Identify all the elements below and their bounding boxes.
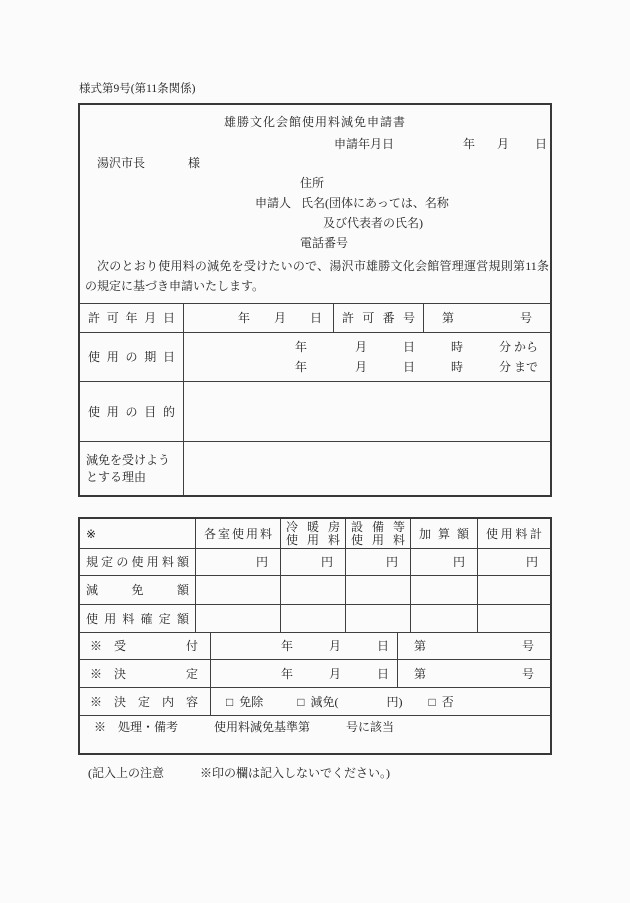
footer-note: (記入上の注意 ※印の欄は記入しないでください。) xyxy=(88,766,390,780)
application-date-month-label: 月 xyxy=(497,137,510,151)
reduction-amount-cell xyxy=(477,576,550,604)
honorific-label: 様 xyxy=(188,156,201,170)
standard-fee-row xyxy=(80,548,550,575)
col-header-room-fee: 各室使用料 xyxy=(195,519,280,548)
usage-purpose-label: 使用の目的 xyxy=(88,404,175,419)
application-date-day-label: 日 xyxy=(535,137,548,151)
decision-row xyxy=(80,659,550,687)
checkbox-icon: □ xyxy=(428,694,436,709)
applicant-label: 申請人 xyxy=(255,196,292,210)
final-fee-label-cell: 使用料確定額 xyxy=(86,611,189,626)
processing-remarks-cell: ※ 処理・備考 使用料減免基準第 号に該当 xyxy=(94,720,395,734)
number-prefix-label: 第 xyxy=(414,666,427,681)
application-date-label: 申請年月日 xyxy=(334,137,395,151)
name-label-line2: 及び代表者の氏名) xyxy=(323,216,423,230)
receipt-label-cell: ※ 受 付 xyxy=(90,639,199,653)
addressee-label: 湯沢市長 xyxy=(97,156,146,170)
application-body-text: 次のとおり使用料の減免を受けたいので、湯沢市雄勝文化会館管理運営規則第11条の規定に基づき申請いたします。 xyxy=(85,259,549,293)
col-header-equipment-fee: 設備等 使用料 xyxy=(345,519,410,548)
final-fee-cell xyxy=(280,605,345,632)
receipt-number-cell xyxy=(397,633,550,659)
option-denial: □ 否 xyxy=(428,694,454,709)
standard-fee-cell: 円 xyxy=(280,549,345,575)
option-exemption: □ 免除 xyxy=(226,694,264,709)
receipt-date-cell: 年 月 日 xyxy=(210,633,397,659)
usage-period-label-cell xyxy=(80,333,183,381)
usage-period-to: 年 月 日 時 分 まで xyxy=(294,360,538,374)
reduction-reason-row xyxy=(80,441,550,495)
number-prefix-label: 第 xyxy=(414,639,427,653)
reduction-reason-value-cell xyxy=(183,442,550,495)
permit-date-label-cell xyxy=(80,304,183,332)
permit-number-label-cell xyxy=(333,304,423,332)
final-fee-cell xyxy=(477,605,550,632)
permit-number-value-cell xyxy=(423,304,550,332)
permit-date-value-cell xyxy=(183,304,333,332)
decision-date-cell: 年 月 日 xyxy=(210,660,397,687)
col-header-total: 使用料計 xyxy=(477,519,550,548)
final-fee-row xyxy=(80,604,550,632)
reduction-amount-label-cell: 減免額 xyxy=(86,583,189,597)
number-suffix-label: 号 xyxy=(521,666,534,681)
usage-period-from: 年 月 日 時 分 から xyxy=(294,340,538,354)
standard-fee-label-cell: 規定の使用料額 xyxy=(86,555,189,569)
application-date-year-label: 年 xyxy=(463,137,476,151)
standard-fee-cell: 円 xyxy=(477,549,550,575)
reduction-amount-cell xyxy=(280,576,345,604)
permit-date-blank: 年 月 日 xyxy=(237,311,322,325)
checkbox-icon: □ xyxy=(297,694,305,709)
permit-number-label: 許可番号 xyxy=(342,311,415,325)
fee-table-box xyxy=(78,517,552,755)
col-header-hvac-fee: 冷暖房 使用料 xyxy=(280,519,345,548)
name-label-line1: 氏名(団体にあっては、名称 xyxy=(301,196,449,210)
processing-remarks-row xyxy=(80,715,550,753)
usage-purpose-row xyxy=(80,381,550,441)
reduction-amount-cell xyxy=(345,576,410,604)
number-prefix-label: 第 xyxy=(442,311,455,325)
receipt-row xyxy=(80,632,550,659)
fee-header-row xyxy=(80,519,550,548)
option-reduction: □ 減免( 円) xyxy=(297,694,403,709)
decision-content-cell xyxy=(210,688,550,715)
final-fee-cell xyxy=(345,605,410,632)
reduction-amount-cell xyxy=(410,576,477,604)
final-fee-cell xyxy=(195,605,280,632)
standard-fee-cell: 円 xyxy=(195,549,280,575)
usage-period-value-cell xyxy=(183,333,550,381)
reduction-amount-cell xyxy=(195,576,280,604)
number-suffix-label: 号 xyxy=(521,639,534,653)
standard-fee-cell: 円 xyxy=(410,549,477,575)
phone-label: 電話番号 xyxy=(300,236,349,250)
form-number-label: 様式第9号(第11条関係) xyxy=(79,83,196,95)
applicant-line xyxy=(255,197,449,209)
reduction-reason-label: 減免を受けよう とする理由 xyxy=(86,452,171,484)
usage-period-row xyxy=(80,332,550,381)
usage-period-label: 使用の期日 xyxy=(88,350,175,364)
permit-date-label: 許可年月日 xyxy=(88,311,175,325)
checkbox-icon: □ xyxy=(226,694,234,709)
decision-content-label-cell: ※ 決 定 内 容 xyxy=(90,694,199,709)
standard-fee-cell: 円 xyxy=(345,549,410,575)
reduction-reason-label-cell xyxy=(80,442,183,495)
usage-purpose-label-cell xyxy=(80,382,183,441)
final-fee-cell xyxy=(410,605,477,632)
decision-content-row xyxy=(80,687,550,715)
decision-number-cell xyxy=(397,660,550,687)
fee-corner-cell xyxy=(80,519,195,548)
reduction-amount-row xyxy=(80,575,550,604)
form-title: 雄勝文化会館使用料減免申請書 xyxy=(223,115,406,129)
address-label: 住所 xyxy=(300,176,325,190)
decision-label-cell: ※ 決 定 xyxy=(90,666,199,681)
office-use-mark: ※ xyxy=(86,526,97,541)
col-header-addition: 加算額 xyxy=(410,519,477,548)
permit-date-row xyxy=(80,303,550,332)
usage-purpose-value-cell xyxy=(183,382,550,441)
number-suffix-label: 号 xyxy=(519,311,532,325)
addressee-line xyxy=(97,157,200,169)
application-form-box xyxy=(78,103,552,497)
